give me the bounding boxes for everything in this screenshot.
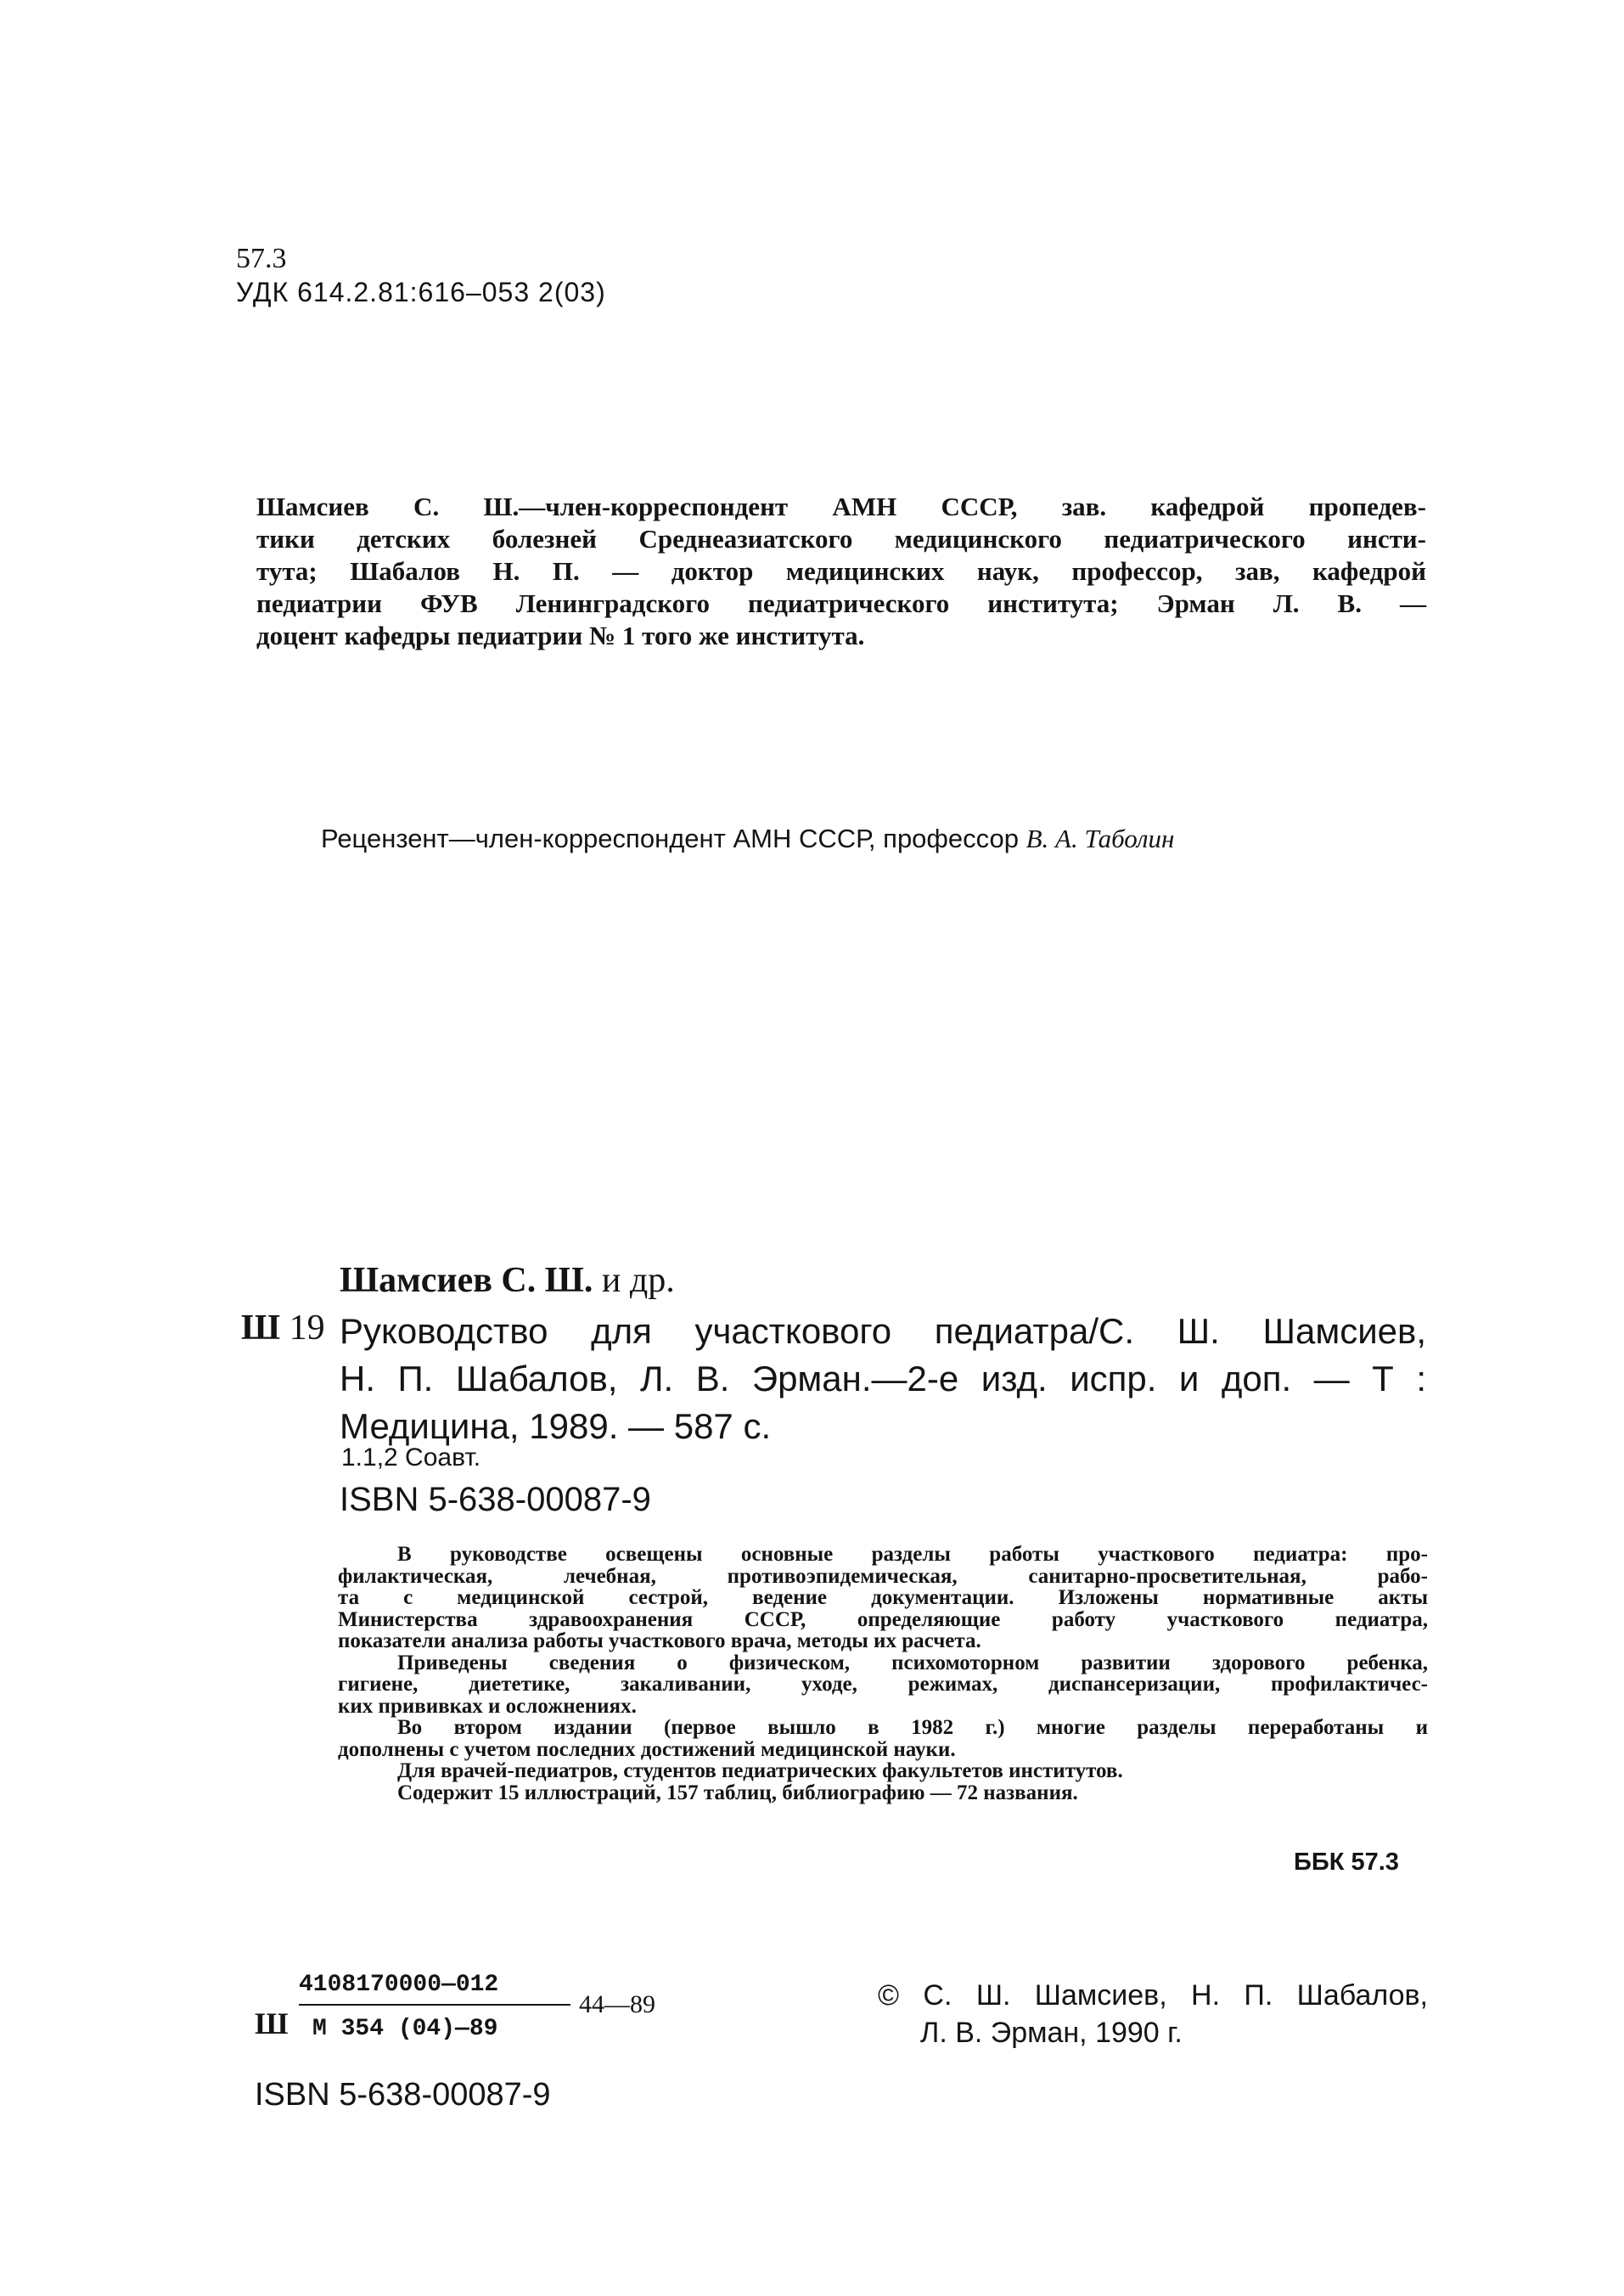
annotation-line: В руководстве освещены основные разделы работы участкового педиатра: про- (397, 1543, 1428, 1566)
annotation-line: Содержит 15 иллюстраций, 157 таблиц, библиографию — 72 названия. (397, 1781, 1078, 1804)
bottom-isbn: ISBN 5-638-00087-9 (255, 2077, 551, 2113)
reviewer-line (321, 824, 1174, 854)
card-author-name: Шамсиев С. Ш. (340, 1261, 593, 1300)
card-author-suffix: и др. (593, 1261, 675, 1300)
bbk-classification: ББК 57.3 (1294, 1849, 1399, 1876)
card-index-number: 19 (289, 1308, 325, 1348)
annotation-line: Для врачей-педиатров, студентов педиатрических факультетов институтов. (397, 1759, 1123, 1782)
annotation (338, 1544, 1428, 1804)
annotation-line: филактическая, лечебная, противоэпидемическая, санитарно-просветительная, рабо- (338, 1564, 1428, 1588)
annotation-line: ких прививках и осложнениях. (338, 1694, 637, 1718)
authors-line: тики детских болезней Среднеазиатского медицинского педиатрического инсти- (256, 524, 1426, 554)
annotation-line: та с медицинской сестрой, ведение документации. Изложены нормативные акты (338, 1586, 1428, 1609)
reviewer-name: В. А. Таболин (1026, 824, 1175, 853)
reviewer-prefix: Рецензент—член-корреспондент АМН СССР, профессор (321, 824, 1026, 853)
authors-info (256, 491, 1426, 652)
publishing-code-order: 44—89 (579, 1990, 655, 2018)
authors-line: педиатрии ФУВ Ленинградского педиатрического института; Эрман Л. В. — (256, 588, 1426, 618)
card-title-line: Руководство для участкового педиатра/С. Ш. Шамсиев, (340, 1311, 1426, 1351)
annotation-line: показатели анализа работы участкового врача, методы их расчета. (338, 1629, 981, 1652)
bbk-code: 57.3 (236, 243, 287, 274)
card-author-heading (340, 1260, 675, 1301)
annotation-line: Во втором издании (первое вышло в 1982 г.) многие разделы переработаны и (397, 1716, 1428, 1739)
card-title-line: Н. П. Шабалов, Л. В. Эрман.—2-е изд. испр. и доп. — Т : (340, 1359, 1426, 1398)
publishing-code-denominator: М 354 (04)—89 (312, 2016, 498, 2042)
card-title (340, 1308, 1426, 1450)
annotation-line: дополнены с учетом последних достижений медицинской науки. (338, 1737, 956, 1761)
annotation-line: Приведены сведения о физическом, психомоторном развитии здорового ребенка, (397, 1651, 1428, 1674)
card-isbn: ISBN 5-638-00087-9 (340, 1481, 651, 1518)
authors-line: доцент кафедры педиатрии № 1 того же института. (256, 621, 865, 650)
authors-line: тута; Шабалов Н. П. — доктор медицинских наук, профессор, зав, кафедрой (256, 556, 1426, 586)
card-coauthors: 1.1,2 Соавт. (341, 1443, 481, 1472)
publishing-code-numerator: 4108170000—012 (299, 1972, 499, 1998)
annotation-line: гигиене, диететике, закаливании, уходе, режимах, диспансеризации, профилактичес- (338, 1673, 1428, 1696)
copyright (878, 1977, 1428, 2051)
card-title-line: Медицина, 1989. — 587 с. (340, 1406, 772, 1446)
copyright-line: Л. В. Эрман, 1990 г. (920, 2017, 1183, 2049)
fraction-line (299, 2004, 570, 2006)
authors-line: Шамсиев С. Ш.—член-корреспондент АМН СССР, зав. кафедрой пропедев- (256, 492, 1426, 521)
udk-code: УДК 614.2.81:616–053 2(03) (236, 277, 606, 307)
annotation-line: Министерства здравоохранения СССР, определяющие работу участкового педиатра, (338, 1607, 1428, 1631)
card-index-letter: Ш (241, 1308, 281, 1348)
publishing-code-letter: Ш (255, 2006, 289, 2040)
card-index (241, 1308, 325, 1348)
copyright-line: © С. Ш. Шамсиев, Н. П. Шабалов, (878, 1979, 1428, 2012)
